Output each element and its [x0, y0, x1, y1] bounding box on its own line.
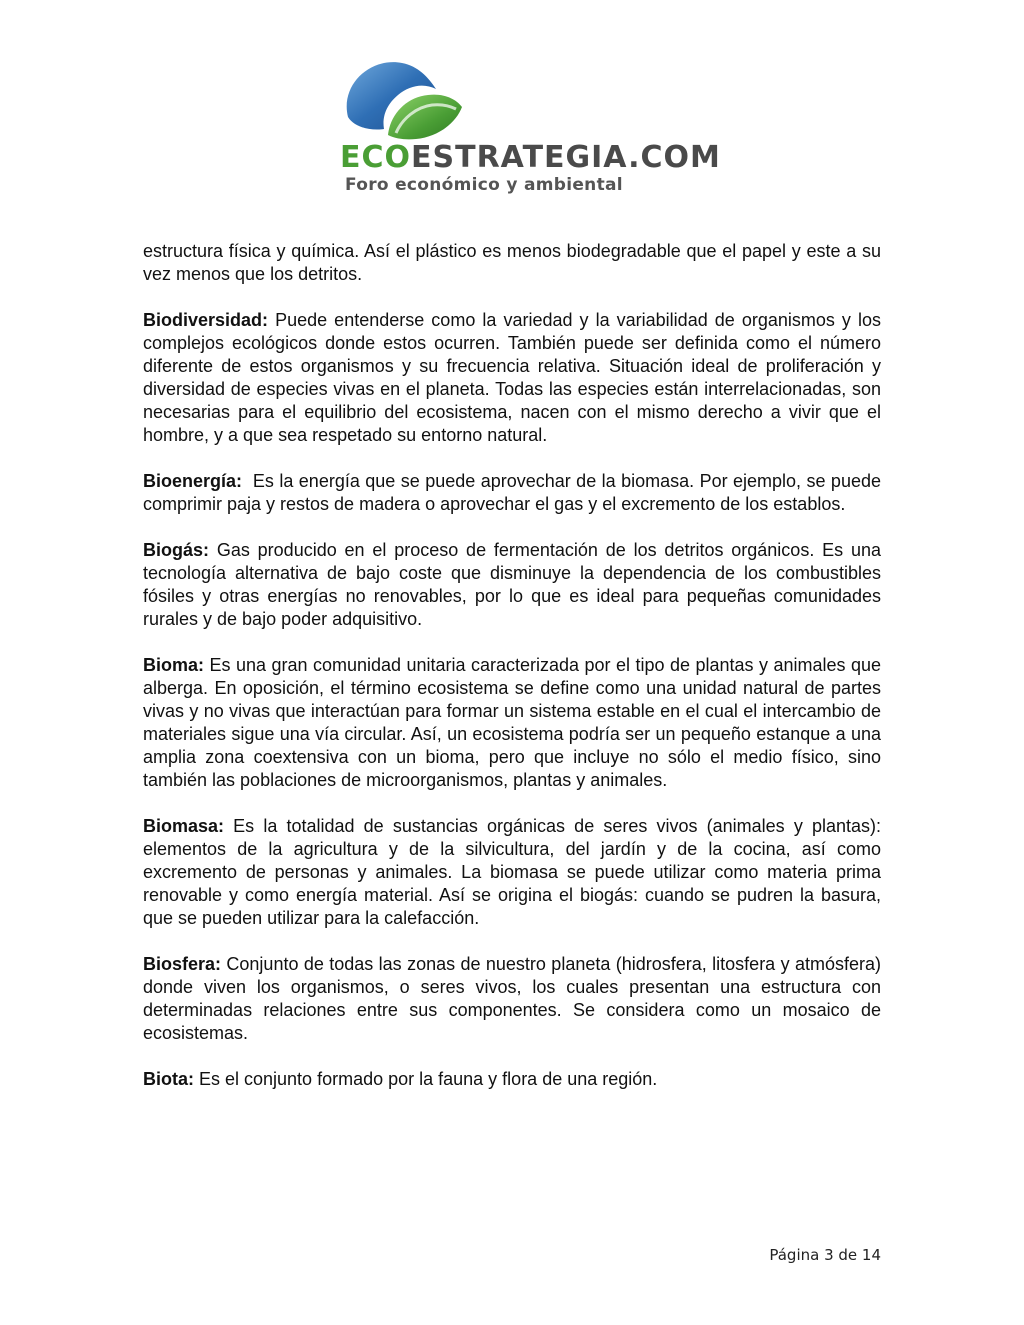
glossary-term: Biota: [143, 1069, 194, 1089]
glossary-entry [143, 240, 881, 286]
glossary-definition: Es la totalidad de sustancias orgánicas de seres vivos (animales y plantas): elementos de la agricultura y de la silvicultura, del jardín y de la cocina, así como excremento de personas y animales. La biomasa se puede utilizar como materia prima renovable y como energía material. Así se origina el biogás: cuando se pudren la basura, que se pueden utilizar para la calefacción. [143, 816, 881, 928]
glossary-entry [143, 309, 881, 447]
glossary-term: Biogás: [143, 540, 210, 560]
logo-brand-rest: ESTRATEGIA.COM [411, 140, 721, 175]
glossary-entry [143, 1068, 881, 1091]
logo-mark-icon [340, 55, 470, 141]
glossary-definition: Puede entenderse como la variedad y la variabilidad de organismos y los complejos ecológicos donde estos ocurren. También puede ser definida como el número diferente de estos organismos y su frecuencia relativa. Situación ideal de proliferación y diversidad de especies vivas en el planeta. Todas las especies están interrelacionadas, son necesarias para el equilibrio del ecosistema, nacen con el mismo derecho a vivir que el hombre, y a que sea respetado su entorno natural. [143, 310, 881, 445]
glossary-body [143, 240, 887, 1114]
glossary-entry [143, 539, 881, 631]
glossary-term: Bioma: [143, 655, 205, 675]
logo-brand-name [340, 141, 721, 175]
glossary-entry [143, 815, 881, 930]
glossary-entry [143, 654, 881, 792]
glossary-definition: Es la energía que se puede aprovechar de la biomasa. Por ejemplo, se puede comprimir paja y restos de madera o aprovechar el gas y el excremento de los establos. [143, 471, 887, 514]
glossary-term: Biosfera: [143, 954, 222, 974]
glossary-entry [143, 470, 887, 516]
glossary-term: Bioenergía: [143, 471, 243, 491]
glossary-definition: Conjunto de todas las zonas de nuestro planeta (hidrosfera, litosfera y atmósfera) donde viven los organismos, o seres vivos, los cuales presentan una estructura con determinadas relaciones entre sus componentes. Se considera como un mosaico de ecosistemas. [143, 954, 881, 1043]
page-number: Página 3 de 14 [769, 1246, 881, 1264]
glossary-entry [143, 953, 881, 1045]
site-logo [340, 55, 721, 195]
glossary-definition: estructura física y química. Así el plástico es menos biodegradable que el papel y este a su vez menos que los detritos. [143, 241, 881, 284]
logo-tagline: Foro económico y ambiental [345, 175, 623, 195]
glossary-term: Biomasa: [143, 816, 225, 836]
logo-brand-eco: ECO [340, 140, 412, 175]
glossary-definition: Es el conjunto formado por la fauna y flora de una región. [194, 1069, 658, 1089]
glossary-definition: Es una gran comunidad unitaria caracterizada por el tipo de plantas y animales que alberga. En oposición, el término ecosistema se define como una unidad natural de partes vivas y no vivas que interactúan para formar un sistema estable en el cual el intercambio de materiales sigue una vía circular. Así, un ecosistema podría ser un pequeño estanque a una amplia zona coextensiva con un bioma, pero que incluye no sólo el medio físico, sino también las poblaciones de microorganismos, plantas y animales. [143, 655, 881, 790]
glossary-definition: Gas producido en el proceso de fermentación de los detritos orgánicos. Es una tecnología alternativa de bajo coste que disminuye la dependencia de los combustibles fósiles y otras energías no renovables, por lo que es ideal para pequeñas comunidades rurales y de bajo poder adquisitivo. [143, 540, 881, 629]
glossary-term: Biodiversidad: [143, 310, 269, 330]
